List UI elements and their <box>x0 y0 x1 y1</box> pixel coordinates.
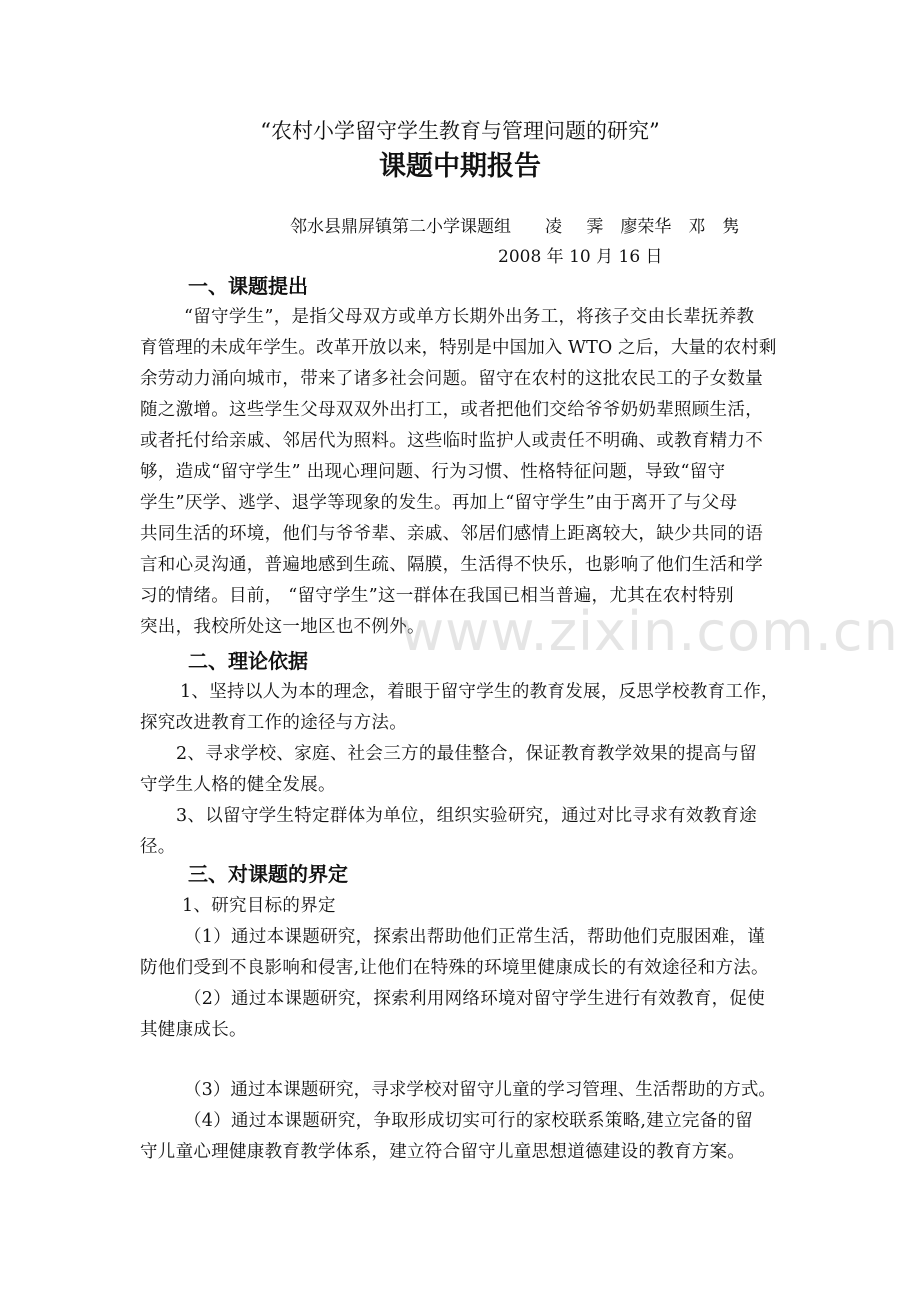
paragraph-line: 守学生人格的健全发展。 <box>140 775 336 795</box>
author-line: 邻水县鼎屏镇第二小学课题组 凌 霁 廖荣华 邓 隽 <box>290 217 740 237</box>
paragraph-line: 言和心灵沟通，普遍地感到生疏、隔膜，生活得不快乐，也影响了他们生活和学 <box>140 555 763 575</box>
paragraph-line: 探究改进教育工作的途径与方法。 <box>140 713 407 733</box>
paragraph-line: 或者托付给亲戚、邻居代为照料。这些临时监护人或责任不明确、或教育精力不 <box>140 431 763 451</box>
section-heading-3: 三、对课题的界定 <box>188 862 348 886</box>
paragraph-line: 径。 <box>140 837 176 857</box>
report-title: 课题中期报告 <box>379 151 541 182</box>
paragraph-line: 2、寻求学校、家庭、社会三方的最佳整合，保证教育教学效果的提高与留 <box>176 744 758 764</box>
paragraph-line: 随之激增。这些学生父母双双外出打工，或者把他们交给爷爷奶奶辈照顾生活， <box>140 400 763 420</box>
paragraph-line: 习的情绪。目前， “留守学生”这一群体在我国已相当普遍，尤其在农村特别 <box>140 586 734 606</box>
paragraph-line: 防他们受到不良影响和侵害,让他们在特殊的环境里健康成长的有效途径和方法。 <box>140 958 769 978</box>
paragraph-line: 共同生活的环境，他们与爷爷辈、亲戚、邻居们感情上距离较大，缺少共同的语 <box>140 524 763 544</box>
paragraph-line: 守儿童心理健康教育教学体系，建立符合留守儿童思想道德建设的教育方案。 <box>140 1142 746 1162</box>
report-subtitle: “农村小学留守学生教育与管理问题的研究” <box>260 119 660 143</box>
paragraph-line: “留守学生”，是指父母双方或单方长期外出务工，将孩子交由长辈抚养教 <box>184 307 755 327</box>
section-heading-1: 一、课题提出 <box>188 274 308 298</box>
paragraph-line: 3、以留守学生特定群体为单位，组织实验研究，通过对比寻求有效教育途 <box>176 806 758 826</box>
section-heading-2: 二、理论依据 <box>188 649 308 673</box>
paragraph-line: （2）通过本课题研究，探索利用网络环境对留守学生进行有效教育，促使 <box>184 989 766 1009</box>
paragraph-line: 育管理的未成年学生。改革开放以来，特别是中国加入 WTO 之后，大量的农村剩 <box>140 338 777 358</box>
paragraph-line: （3）通过本课题研究，寻求学校对留守儿童的学习管理、生活帮助的方式。 <box>184 1080 777 1100</box>
paragraph-line: 1、研究目标的界定 <box>182 896 336 916</box>
watermark: www.zixin.com.cn <box>400 600 899 663</box>
paragraph-line: 够，造成“留守学生” 出现心理问题、行为习惯、性格特征问题，导致“留守 <box>140 462 726 482</box>
paragraph-line: 其健康成长。 <box>140 1020 247 1040</box>
paragraph-line: 1、坚持以人为本的理念，着眼于留守学生的教育发展，反思学校教育工作， <box>180 682 779 702</box>
paragraph-line: 突出，我校所处这一地区也不例外。 <box>140 617 425 637</box>
paragraph-line: 学生”厌学、逃学、退学等现象的发生。再加上“留守学生”由于离开了与父母 <box>140 493 738 513</box>
report-date: 2008 年 10 月 16 日 <box>498 247 663 267</box>
paragraph-line: （4）通过本课题研究，争取形成切实可行的家校联系策略,建立完备的留 <box>184 1111 754 1131</box>
paragraph-line: （1）通过本课题研究，探索出帮助他们正常生活，帮助他们克服困难，谨 <box>184 927 766 947</box>
paragraph-line: 余劳动力涌向城市，带来了诸多社会问题。留守在农村的这批农民工的子女数量 <box>140 369 763 389</box>
